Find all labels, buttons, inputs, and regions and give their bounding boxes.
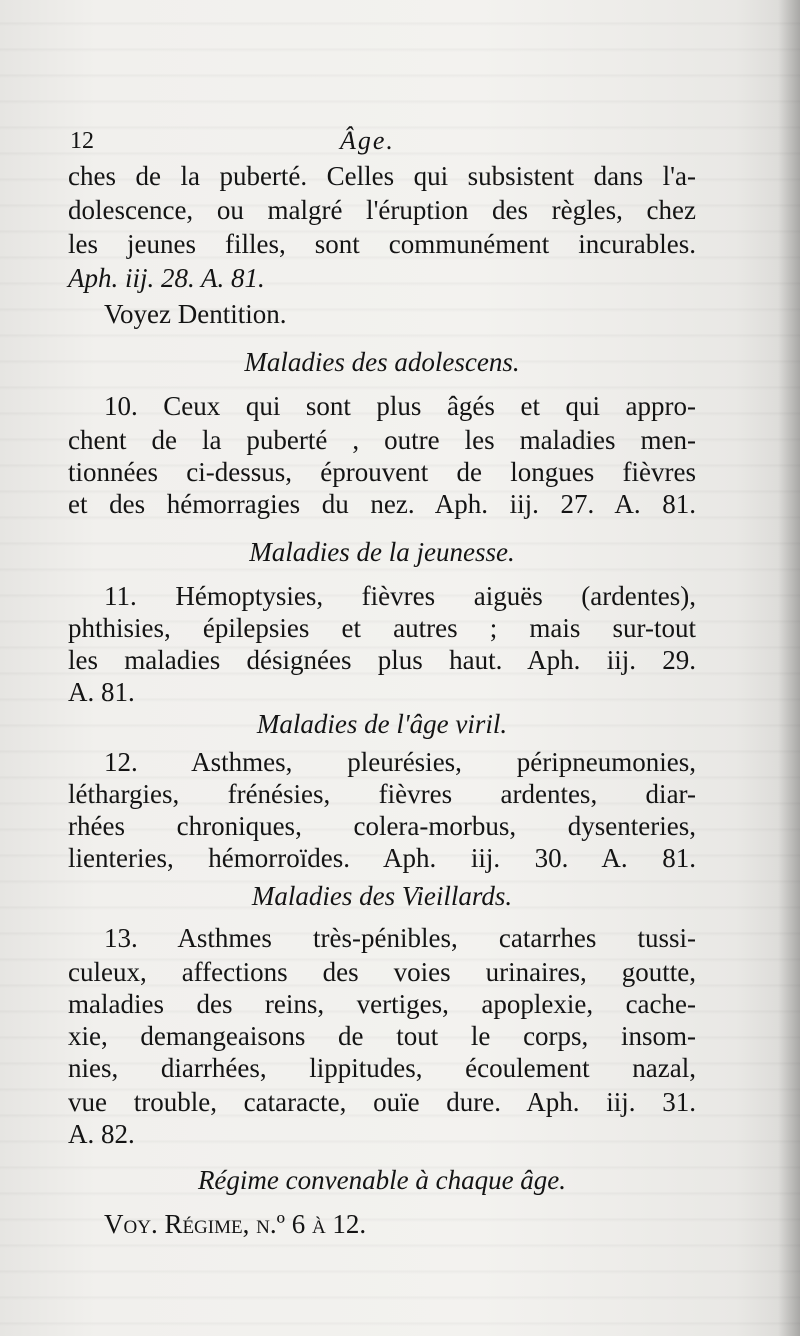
text-line: maladies des reins, vertiges, apoplexie, cache- xyxy=(68,989,696,1019)
text-line: A. 81. xyxy=(68,677,135,707)
text-line: 10. Ceux qui sont plus âgés et qui appro- xyxy=(104,391,696,421)
running-title: Âge. xyxy=(340,126,395,155)
text-line: ches de la puberté. Celles qui subsistent dans l'a- xyxy=(68,161,696,191)
page-edge-shadow xyxy=(778,0,800,1336)
text-line: phthisies, épilepsies et autres ; mais sur-tout xyxy=(68,613,696,643)
section-heading: Régime convenable à chaque âge. xyxy=(197,1165,567,1195)
section-heading: Maladies des Vieillards. xyxy=(251,881,513,911)
cross-reference: Voyez Dentition. xyxy=(104,299,287,329)
text-line: nies, diarrhées, lippitudes, écoulement nazal, xyxy=(68,1053,696,1083)
text-line: vue trouble, cataracte, ouïe dure. Aph. iij. 31. xyxy=(68,1087,696,1117)
text-line: les maladies désignées plus haut. Aph. iij. 29. xyxy=(68,645,696,675)
section-heading: Maladies des adolescens. xyxy=(244,347,520,377)
section-heading: Maladies de la jeunesse. xyxy=(249,537,515,567)
text-line: 13. Asthmes très-pénibles, catarrhes tussi- xyxy=(104,923,696,953)
text-line: Aph. iij. 28. A. 81. xyxy=(68,263,265,293)
section-heading: Maladies de l'âge viril. xyxy=(256,709,508,739)
page-number: 12 xyxy=(70,128,94,154)
text-line: les jeunes filles, sont communément incurables. xyxy=(68,229,696,259)
text-line: rhées chroniques, colera-morbus, dysenteries, xyxy=(68,811,696,841)
text-line: léthargies, frénésies, fièvres ardentes, diar- xyxy=(68,779,696,809)
text-line: xie, demangeaisons de tout le corps, insom- xyxy=(68,1021,696,1051)
text-line: et des hémorragies du nez. Aph. iij. 27. A. 81. xyxy=(68,489,696,519)
text-line: culeux, affections des voies urinaires, goutte, xyxy=(68,957,696,987)
text-line: tionnées ci-dessus, éprouvent de longues fièvres xyxy=(68,457,696,487)
text-line: A. 82. xyxy=(68,1119,135,1149)
text-line: 11. Hémoptysies, fièvres aiguës (ardentes), xyxy=(104,581,696,611)
text-line: dolescence, ou malgré l'éruption des règles, chez xyxy=(68,195,696,225)
text-line: 12. Asthmes, pleurésies, péripneumonies, xyxy=(104,747,696,777)
text-line: lienteries, hémorroïdes. Aph. iij. 30. A. 81. xyxy=(68,843,696,873)
cross-reference: Voy. Régime, n.º 6 à 12. xyxy=(104,1209,367,1239)
text-line: chent de la puberté , outre les maladies men- xyxy=(68,425,696,455)
